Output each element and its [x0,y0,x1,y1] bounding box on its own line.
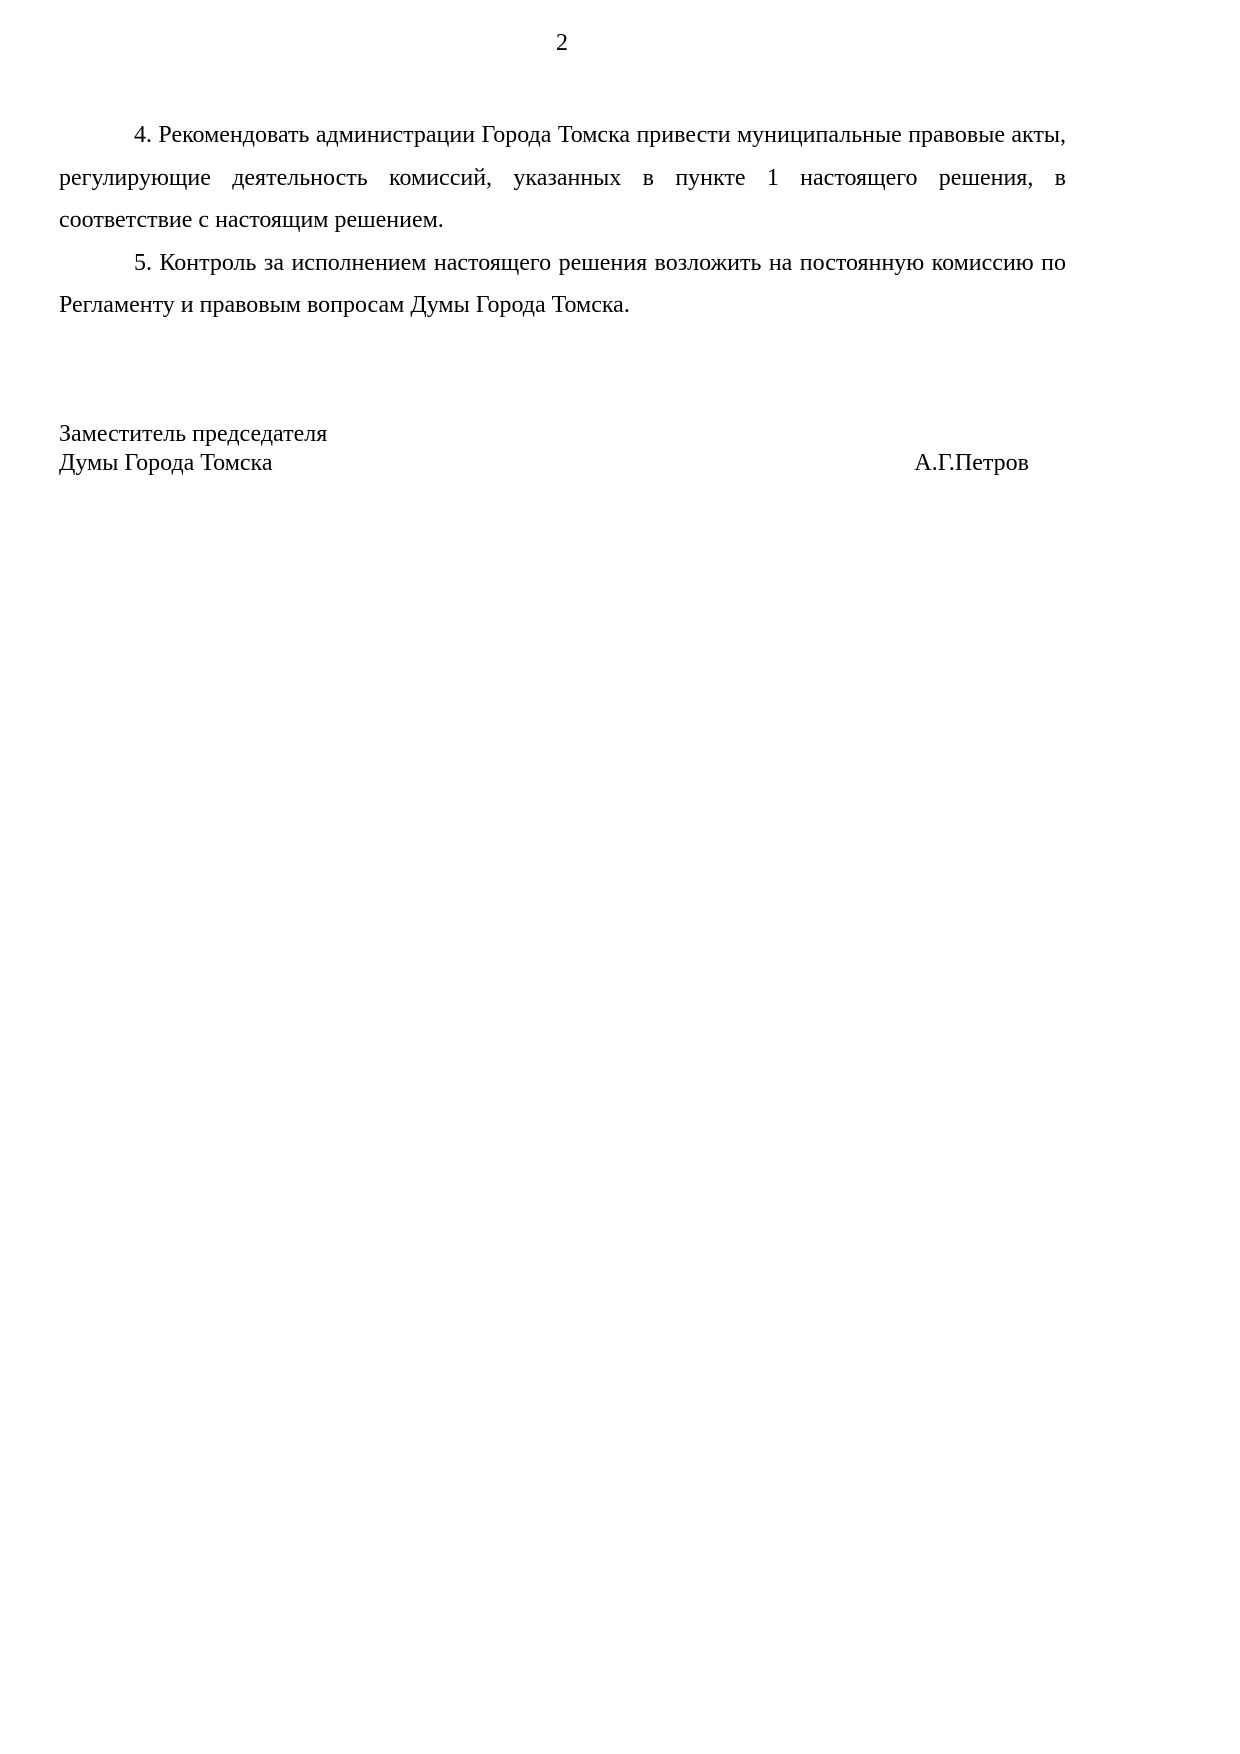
paragraph-item-4: 4. Рекомендовать администрации Города Томска привести муниципальные правовые акты, регулирующие деятельность комиссий, указанных в пункте 1 настоящего решения, в соответствие с настоящим решением. [59,122,1066,233]
paragraph-item-5: 5. Контроль за исполнением настоящего решения возложить на постоянную комиссию по Регламенту и правовым вопросам Думы Города Томска. [59,249,1066,318]
document-body [59,114,1066,327]
signatory-name: А.Г.Петров [914,450,1029,476]
signatory-position-line1: Заместитель председателя [59,421,328,447]
signatory-position-line2: Думы Города Томска [59,450,273,476]
signature-row [59,449,1029,478]
page-number: 2 [556,30,568,56]
signature-block [59,420,1029,478]
